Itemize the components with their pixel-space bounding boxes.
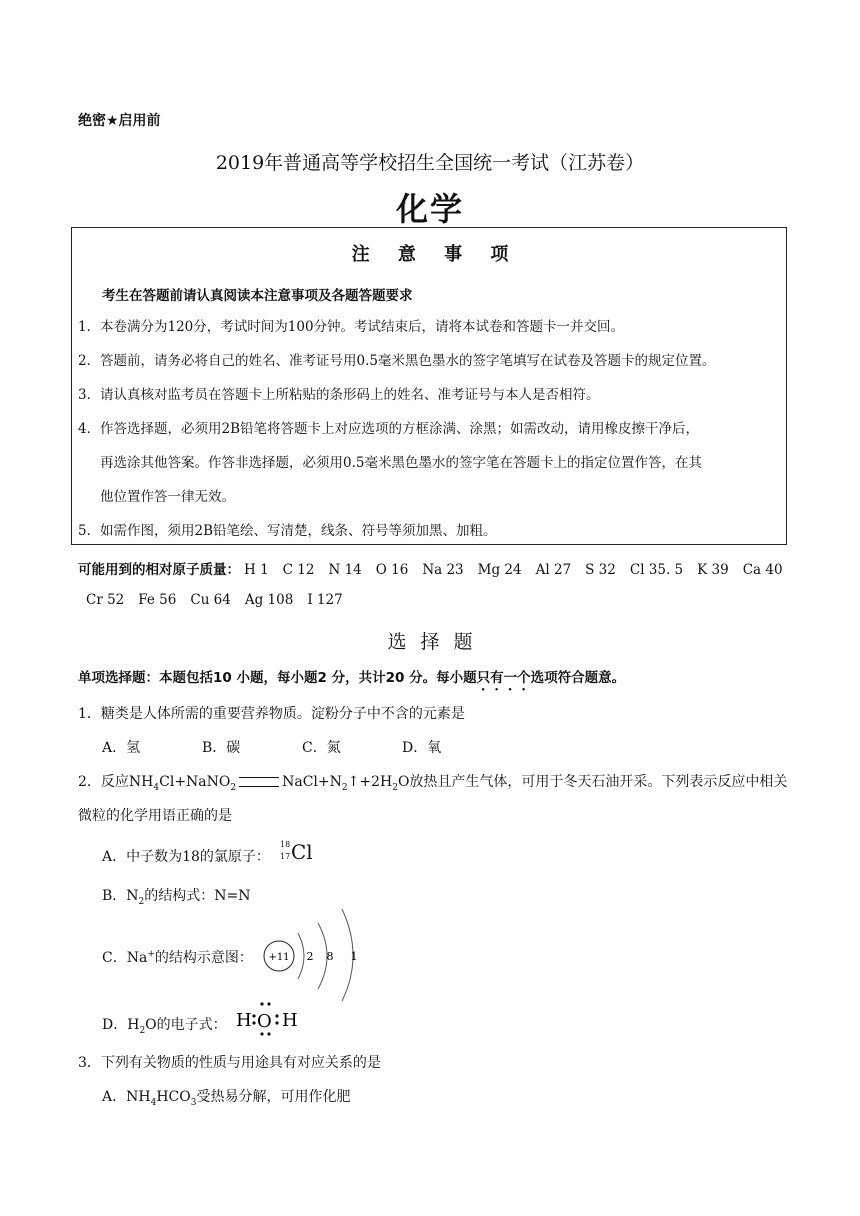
question-text: 反应: [100, 774, 129, 790]
question-2-stem: [78, 771, 787, 791]
equation-part: NH: [128, 774, 154, 790]
atomic-masses-row-1: [78, 558, 783, 578]
option-subscript: 2: [139, 1025, 146, 1036]
electron-dot: [252, 1021, 255, 1024]
notice-item-2: [78, 344, 783, 378]
atomic-mass: Al 27: [535, 562, 572, 578]
option-q1-c[interactable]: C．氮: [302, 740, 341, 756]
hydrogen-symbol: H: [282, 1010, 298, 1031]
equation-subscript: 2: [341, 782, 348, 793]
atomic-mass: N 14: [328, 562, 362, 578]
electron-dot: [260, 1032, 263, 1035]
option-subscript: 2: [138, 896, 145, 907]
exam-title: 2019年普通高等学校招生全国统一考试（江苏卷）: [215, 152, 645, 174]
option-text: C．Na: [102, 950, 148, 966]
notice-item-text: 本卷满分为120分，考试时间为100分钟。考试结束后，请将本试卷和答题卡一并交回。: [100, 319, 625, 335]
electron-dot: [267, 1002, 270, 1005]
mass-number: 18: [280, 840, 291, 849]
question-number: 2．: [78, 774, 101, 790]
option-text: D．H: [102, 1017, 140, 1033]
electron-dot: [267, 1032, 270, 1035]
notice-item-3: [78, 378, 783, 412]
shell-electron-count: 8: [326, 950, 334, 963]
question-text: 糖类是人体所需的重要营养物质。淀粉分子中不含的元素是: [100, 706, 465, 722]
subject-title: 化学: [395, 190, 464, 228]
option-text: B．N: [102, 888, 139, 904]
question-text: 放热且产生气体，可用于冬天石油开采。下列表示反应中相关: [409, 774, 788, 790]
notice-item-4: [78, 412, 783, 514]
oxygen-symbol: O: [257, 1011, 272, 1032]
question-1-stem: [78, 703, 465, 723]
electron-shell-arc: [298, 933, 304, 979]
option-q2-d[interactable]: [102, 1014, 227, 1034]
atomic-mass: Mg 24: [477, 562, 522, 578]
atomic-mass: K 39: [697, 562, 729, 578]
atomic-mass: Fe 56: [138, 592, 177, 608]
option-text: 受热易分解，可用作化肥: [196, 1089, 351, 1105]
notice-item-number: 3．: [78, 387, 101, 403]
notice-item-continuation: 他位置作答一律无效。: [100, 489, 235, 505]
notice-box: [71, 227, 787, 545]
atomic-mass: Ag 108: [244, 592, 294, 608]
equation-subscript: 2: [230, 782, 237, 793]
option-q2-a[interactable]: [102, 846, 270, 866]
atomic-number: 17: [280, 852, 291, 861]
notice-item-text: 作答选择题，必须用2B铅笔将答题卡上对应选项的方框涂满、涂黑；如需改动，请用橡皮擦干净后，: [100, 421, 700, 437]
option-superscript: +: [147, 949, 155, 960]
option-q2-c[interactable]: [102, 947, 253, 967]
notice-item-5: [78, 514, 783, 548]
option-text: A．NH: [102, 1089, 151, 1105]
notice-item-1: [78, 310, 783, 344]
hydrogen-symbol: H: [236, 1010, 252, 1031]
question-3-stem: [78, 1052, 381, 1072]
notice-item-number: 4．: [78, 421, 101, 437]
confidential-label: 绝密★启用前: [78, 113, 161, 129]
option-q1-b[interactable]: B．碳: [202, 740, 241, 756]
atomic-mass: Cl 35. 5: [629, 562, 684, 578]
option-text: 的结构示意图：: [154, 950, 253, 966]
question-number: 1．: [78, 706, 101, 722]
notice-item-number: 1．: [78, 319, 101, 335]
option-q3-a[interactable]: [102, 1086, 350, 1106]
section-instruction: [78, 666, 625, 694]
atomic-mass: Cu 64: [190, 592, 231, 608]
option-q2-b[interactable]: [102, 885, 251, 905]
option-text: O的电子式：: [145, 1017, 227, 1033]
notice-item-text: 如需作图，须用2B铅笔绘、写清楚，线条、符号等须加黑、加粗。: [100, 523, 497, 539]
atomic-mass: I 127: [307, 592, 343, 608]
equation-subscript: 2: [392, 782, 398, 793]
equation-part: ↑+2H: [347, 774, 393, 790]
notice-heading: 注 意 事 项: [351, 244, 509, 265]
equation-subscript: 4: [153, 782, 160, 793]
atomic-masses-row-2: [72, 592, 343, 608]
water-electron-formula: [234, 998, 300, 1038]
option-text: HCO: [156, 1089, 191, 1105]
section-title: 选 择 题: [387, 631, 473, 653]
option-q1-a[interactable]: A．氢: [102, 740, 141, 756]
sodium-ion-structure-diagram: [258, 905, 368, 1005]
shell-electron-count: 1: [350, 950, 358, 963]
notice-item-number: 5．: [78, 523, 101, 539]
question-text: 下列有关物质的性质与用途具有对应关系的是: [100, 1055, 381, 1071]
option-subscript: 3: [190, 1097, 197, 1108]
instruction-emphasis: 只有一个: [476, 670, 531, 686]
atomic-mass: Ca 40: [742, 562, 783, 578]
atomic-mass: H 1: [244, 562, 269, 578]
option-text: 的结构式：N=N: [144, 888, 251, 904]
equation-part: NaCl+N: [282, 774, 342, 790]
option-text: A．中子数为18的氯原子：: [102, 849, 270, 865]
atomic-mass: Na 23: [422, 562, 464, 578]
electron-dot: [275, 1021, 278, 1024]
instruction-text: 单项选择题：本题包括10 小题，每小题2 分，共计20 分。每小题: [78, 670, 477, 686]
notice-item-text: 答题前，请务必将自己的姓名、准考证号用0.5毫米黑色墨水的签字笔填写在试卷及答题卡的规定位置。: [100, 353, 716, 369]
atomic-mass: S 32: [585, 562, 616, 578]
reaction-equation: [128, 774, 410, 793]
atomic-mass: C 12: [282, 562, 315, 578]
nucleus-charge: +11: [268, 952, 290, 963]
equation-part: O: [397, 774, 410, 790]
equals-sign: [239, 777, 279, 787]
option-q1-d[interactable]: D．氧: [402, 740, 442, 756]
atomic-mass: O 16: [375, 562, 409, 578]
equation-part: Cl+NaNO: [159, 774, 231, 790]
notice-item-text: 请认真核对监考员在答题卡上所粘贴的条形码上的姓名、准考证号与本人是否相符。: [100, 387, 600, 403]
electron-dot: [275, 1014, 278, 1017]
notice-item-continuation: 再选涂其他答案。作答非选择题，必须用0.5毫米黑色墨水的签字笔在答题卡上的指定位置作答，在其: [100, 455, 702, 471]
question-number: 3．: [78, 1055, 101, 1071]
option-subscript: 4: [150, 1097, 157, 1108]
instruction-text: 选项符合题意。: [530, 670, 626, 686]
atomic-mass: Cr 52: [86, 592, 125, 608]
notice-item-number: 2．: [78, 353, 101, 369]
shell-electron-count: 2: [306, 950, 314, 963]
atomic-masses-label: 可能用到的相对原子质量：: [78, 562, 240, 578]
electron-dot: [252, 1014, 255, 1017]
question-2-stem-line2: 微粒的化学用语正确的是: [78, 808, 232, 824]
electron-dot: [260, 1002, 263, 1005]
element-symbol: Cl: [291, 840, 313, 864]
notice-intro: 考生在答题前请认真阅读本注意事项及各题答题要求: [102, 288, 413, 304]
